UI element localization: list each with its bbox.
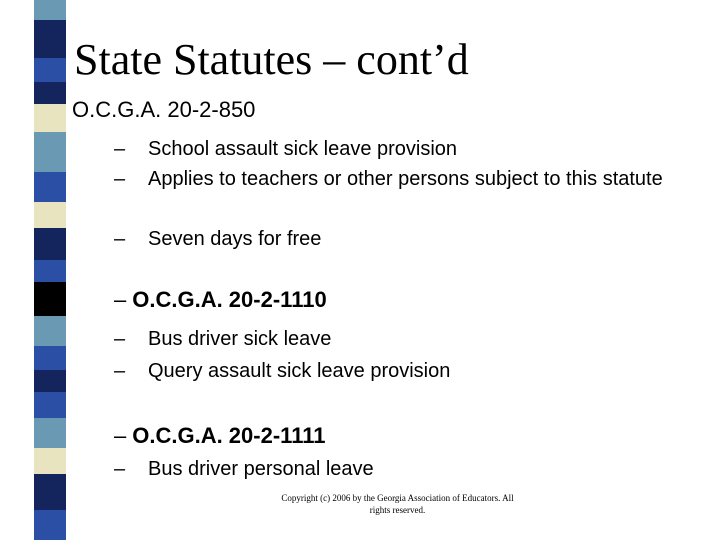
list-item-text: Seven days for free	[148, 228, 322, 250]
dash-bullet: –	[114, 287, 127, 312]
stripe-block	[34, 58, 66, 82]
stripe-block	[34, 474, 66, 510]
statute-subheading	[114, 287, 327, 313]
stripe-block	[34, 448, 66, 474]
stripe-block	[34, 316, 66, 346]
slide-title: State Statutes – cont’d	[74, 35, 469, 84]
stripe-block	[34, 510, 66, 540]
list-item-text: Bus driver personal leave	[148, 458, 374, 480]
stripe-block	[34, 202, 66, 228]
decorative-stripe	[34, 0, 66, 540]
stripe-block	[34, 282, 66, 316]
statute-heading: O.C.G.A. 20-2-850	[72, 97, 256, 122]
stripe-block	[34, 20, 66, 58]
stripe-block	[34, 228, 66, 260]
dash-bullet: –	[114, 168, 126, 190]
list-item-text: School assault sick leave provision	[148, 138, 458, 160]
stripe-block	[34, 132, 66, 172]
statute-subheading	[114, 423, 325, 449]
statute-label: O.C.G.A. 20-2-1111	[132, 423, 326, 448]
list-item-text: Query assault sick leave provision	[148, 360, 451, 382]
dash-bullet: –	[114, 228, 126, 250]
dash-bullet: –	[114, 328, 126, 350]
stripe-block	[34, 172, 66, 202]
dash-bullet: –	[114, 423, 127, 448]
statute-label: O.C.G.A. 20-2-1110	[132, 287, 327, 312]
list-item-text: Bus driver sick leave	[148, 328, 332, 350]
stripe-block	[34, 104, 66, 132]
stripe-block	[34, 346, 66, 370]
list-item	[114, 168, 694, 191]
stripe-block	[34, 0, 66, 20]
list-item	[114, 138, 694, 161]
dash-bullet: –	[114, 360, 126, 382]
list-item	[114, 360, 694, 383]
list-item-text: Applies to teachers or other persons subject to this statute	[148, 168, 663, 190]
dash-bullet: –	[114, 138, 126, 160]
list-item	[114, 458, 694, 481]
stripe-block	[34, 82, 66, 104]
stripe-block	[34, 370, 66, 392]
stripe-block	[34, 418, 66, 448]
copyright-footer: Copyright (c) 2006 by the Georgia Association of Educators. All rights reserved.	[281, 493, 514, 515]
stripe-block	[34, 392, 66, 418]
list-item	[114, 328, 694, 351]
stripe-block	[34, 260, 66, 282]
list-item	[114, 228, 694, 251]
dash-bullet: –	[114, 458, 126, 480]
